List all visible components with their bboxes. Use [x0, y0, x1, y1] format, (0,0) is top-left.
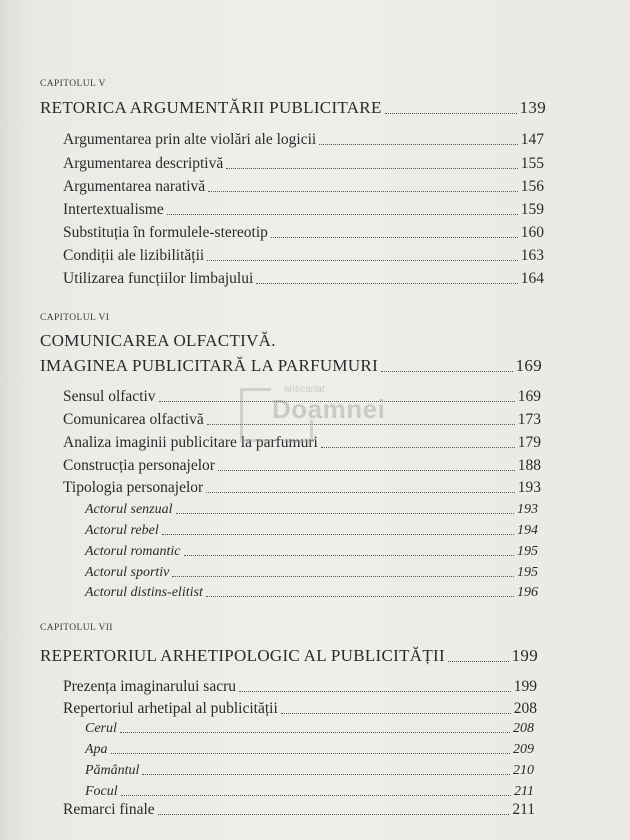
toc-subentry — [85, 742, 534, 758]
toc-subentry — [85, 763, 534, 779]
entry-text: Utilizarea funcțiilor limbajului — [63, 270, 254, 287]
chapter-title-row — [40, 98, 546, 118]
subentry-page: 194 — [517, 523, 538, 538]
subentry-text: Focul — [85, 784, 118, 799]
page-number: 139 — [519, 98, 546, 117]
leader-dots — [319, 144, 518, 145]
leader-dots — [381, 371, 513, 372]
leader-dots — [206, 596, 514, 597]
leader-dots — [271, 237, 518, 238]
page-number: 199 — [511, 646, 538, 665]
leader-dots — [206, 492, 515, 493]
subentry-text: Actorul distins-elitist — [85, 585, 203, 600]
subentry-page: 195 — [517, 565, 538, 580]
toc-subentry — [85, 721, 534, 737]
watermark-logo — [238, 380, 386, 452]
subentry-page: 208 — [513, 721, 534, 736]
entry-text: Repertoriul arhetipal al publicității — [63, 700, 278, 717]
leader-dots — [158, 814, 510, 815]
entry-page: 179 — [517, 434, 541, 451]
toc-entry — [63, 247, 544, 265]
leader-dots — [121, 795, 511, 796]
leader-dots — [207, 260, 518, 261]
entry-text: Intertextualisme — [63, 201, 164, 218]
entry-page: 156 — [520, 178, 544, 195]
subentry-page: 211 — [514, 784, 534, 799]
entry-page: 147 — [520, 131, 544, 148]
chapter-title-row — [40, 646, 538, 666]
watermark-text-main: Doamnei — [272, 394, 386, 424]
toc-entry — [63, 700, 537, 718]
entry-text: Argumentarea descriptivă — [63, 155, 224, 172]
chapter-title-row — [40, 356, 542, 376]
entry-page: 155 — [520, 155, 544, 172]
chapter-title-line1: COMUNICAREA OLFACTIVĂ. — [40, 331, 276, 350]
leader-dots — [385, 113, 517, 114]
chapter-title: REPERTORIUL ARHETIPOLOGIC AL PUBLICITĂȚII — [40, 646, 445, 665]
leader-dots — [142, 774, 510, 775]
entry-text: Tipologia personajelor — [63, 479, 204, 496]
subentry-page: 193 — [517, 502, 538, 517]
page-number: 169 — [515, 356, 542, 375]
leader-dots — [120, 732, 510, 733]
toc-entry — [63, 131, 544, 149]
subentry-page: 210 — [513, 763, 534, 778]
leader-dots — [167, 214, 518, 215]
chapter-title: RETORICA ARGUMENTĂRII PUBLICITARE — [40, 98, 382, 117]
entry-text: Prezența imaginarului sacru — [63, 678, 237, 695]
leader-dots — [184, 555, 514, 556]
entry-text: Sensul olfactiv — [63, 388, 156, 405]
entry-page: 208 — [513, 700, 537, 717]
toc-subentry — [85, 544, 538, 560]
subentry-text: Cerul — [85, 721, 117, 736]
toc-subentry — [85, 784, 534, 800]
chapter-title: IMAGINEA PUBLICITARĂ LA PARFUMURI — [40, 356, 379, 375]
leader-dots — [111, 753, 510, 754]
leader-dots — [176, 513, 515, 514]
toc-subentry — [85, 585, 538, 601]
entry-page: 164 — [520, 270, 544, 287]
watermark-frame — [240, 388, 271, 442]
subentry-text: Actorul romantic — [85, 544, 181, 559]
entry-text: Argumentarea prin alte violări ale logicii — [63, 131, 317, 148]
leader-dots — [239, 691, 511, 692]
toc-entry — [63, 678, 537, 696]
leader-dots — [226, 168, 518, 169]
subentry-page: 196 — [517, 585, 538, 600]
subentry-text: Actorul sportiv — [85, 565, 170, 580]
leader-dots — [172, 576, 514, 577]
subentry-page: 195 — [517, 544, 538, 559]
chapter-label: CAPITOLUL V — [40, 79, 106, 89]
entry-text: Condiții ale lizibilității — [63, 247, 205, 264]
toc-entry — [63, 178, 544, 196]
entry-page: 199 — [513, 678, 537, 695]
toc-entry — [63, 224, 544, 242]
leader-dots — [281, 713, 511, 714]
toc-subentry — [85, 565, 538, 581]
toc-subentry — [85, 502, 538, 518]
subentry-text: Apa — [85, 742, 108, 757]
entry-page: 188 — [517, 457, 541, 474]
entry-text: Argumentarea narativă — [63, 178, 206, 195]
chapter-label: CAPITOLUL VII — [40, 623, 113, 633]
toc-entry — [63, 801, 535, 819]
entry-page: 211 — [512, 801, 535, 818]
toc-entry — [63, 479, 541, 497]
chapter-label: CAPITOLUL VI — [40, 313, 110, 323]
leader-dots — [256, 283, 518, 284]
leader-dots — [218, 470, 515, 471]
subentry-page: 209 — [513, 742, 534, 757]
subentry-text: Pământul — [85, 763, 140, 778]
toc-subentry — [85, 523, 538, 539]
toc-entry — [63, 457, 541, 475]
entry-text: Substituția în formulele-stereotip — [63, 224, 268, 241]
leader-dots — [208, 191, 518, 192]
subentry-text: Actorul senzual — [85, 502, 173, 517]
entry-page: 169 — [517, 388, 541, 405]
leader-dots — [448, 661, 509, 662]
toc-entry — [63, 270, 544, 288]
entry-text: Comunicarea olfactivă — [63, 411, 204, 428]
entry-page: 163 — [520, 247, 544, 264]
entry-page: 193 — [517, 479, 541, 496]
entry-text: Remarci finale — [63, 801, 155, 818]
toc-entry — [63, 201, 544, 219]
leader-dots — [162, 534, 514, 535]
entry-page: 160 — [520, 224, 544, 241]
subentry-text: Actorul rebel — [85, 523, 159, 538]
entry-text: Construcția personajelor — [63, 457, 215, 474]
entry-page: 159 — [520, 201, 544, 218]
entry-page: 173 — [517, 411, 541, 428]
toc-entry — [63, 155, 544, 173]
entry-text: Analiza imaginii publicitare la parfumuri — [63, 434, 318, 451]
watermark-text-top: anticariat — [284, 384, 325, 395]
